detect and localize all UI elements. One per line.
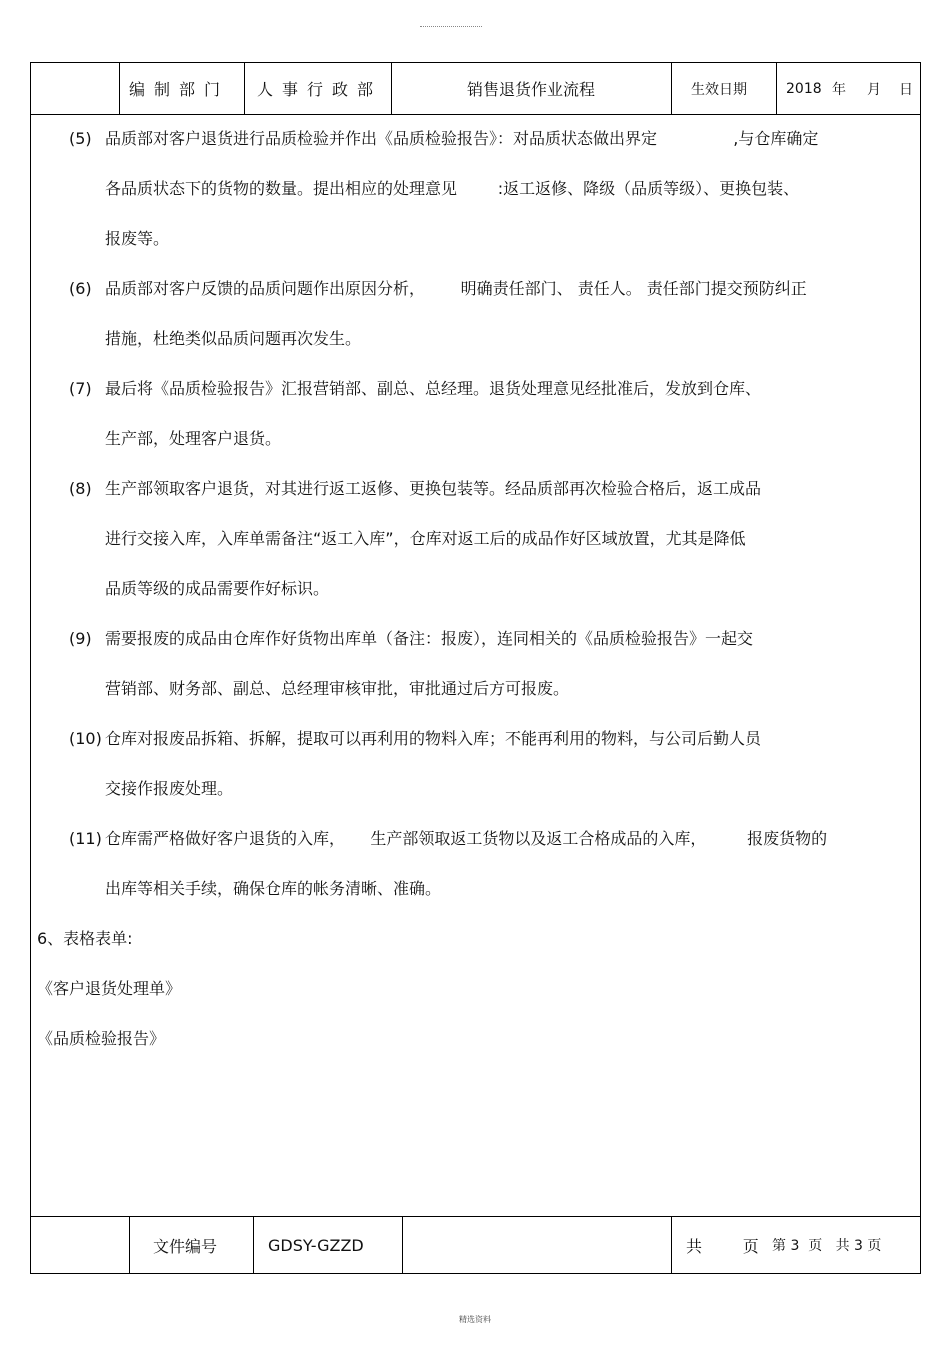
divider — [776, 63, 777, 114]
divider — [253, 1217, 254, 1273]
content-area — [31, 114, 920, 1220]
day-unit: 日 — [899, 81, 913, 98]
item-number: (6) — [69, 279, 92, 298]
item-line: 出库等相关手续，确保仓库的帐务清晰、准确。 — [105, 879, 442, 898]
item-line: 报废等。 — [105, 229, 170, 248]
item-line: 进行交接入库，入库单需备注“返工入库”，仓库对返工后的成品作好区域放置，尤其是降低 — [105, 529, 746, 548]
page-info: 第 3 页 共 3 页 — [772, 1238, 882, 1254]
item-line: 各品质状态下的货物的数量。提出相应的处理意见 :返工返修、降级（品质等级）、更换包装、 — [105, 179, 800, 198]
footer-row — [31, 1216, 920, 1273]
divider — [129, 1217, 130, 1273]
divider — [671, 63, 672, 114]
total-pages-label: 共 页 — [686, 1236, 759, 1256]
file-number-label: 文件编号 — [153, 1236, 218, 1256]
item-number: (9) — [69, 629, 92, 648]
item-number: (10) — [69, 729, 102, 748]
procedure-item-9 — [69, 614, 753, 664]
procedure-item-6 — [69, 264, 807, 314]
section-6-title: 6、表格表单: — [37, 929, 133, 948]
item-line: 交接作报废处理。 — [105, 779, 234, 798]
item-line: 品质等级的成品需要作好标识。 — [105, 579, 330, 598]
effective-date-label: 生效日期 — [691, 81, 747, 98]
form-item: 《客户退货处理单》 — [37, 979, 182, 998]
year-unit: 年 — [832, 81, 846, 98]
item-number: (7) — [69, 379, 92, 398]
item-line: 最后将《品质检验报告》汇报营销部、副总、总经理。退货处理意见经批准后，发放到仓库、 — [105, 379, 762, 398]
item-line: 营销部、财务部、副总、总经理审核审批，审批通过后方可报废。 — [105, 679, 570, 698]
item-line: 措施，杜绝类似品质问题再次发生。 — [105, 329, 362, 348]
doc-title: 销售退货作业流程 — [466, 80, 595, 99]
item-line: 仓库需严格做好客户退货的入库， 生产部领取返工货物以及返工合格成品的入库， 报废货物的 — [105, 829, 828, 848]
header-row — [31, 63, 920, 115]
item-number: (5) — [69, 129, 92, 148]
item-line: 品质部对客户退货进行品质检验并作出《品质检验报告》：对品质状态做出界定 ,与仓库确定 — [105, 129, 819, 148]
month-unit: 月 — [867, 81, 881, 98]
document-frame — [30, 62, 921, 1274]
item-number: (11) — [69, 829, 102, 848]
procedure-item-5 — [69, 114, 818, 164]
item-number: (8) — [69, 479, 92, 498]
divider — [119, 63, 120, 114]
divider — [671, 1217, 672, 1273]
item-line: 需要报废的成品由仓库作好货物出库单（备注：报废），连同相关的《品质检验报告》一起交 — [105, 629, 754, 648]
divider — [244, 63, 245, 114]
procedure-item-11 — [69, 814, 827, 864]
procedure-item-10 — [69, 714, 761, 764]
item-line: 生产部，处理客户退货。 — [105, 429, 282, 448]
dept-label: 编制部门 — [129, 80, 230, 99]
item-line: 仓库对报废品拆箱、拆解，提取可以再利用的物料入库；不能再利用的物料，与公司后勤人员 — [105, 729, 762, 748]
file-number-value: GDSY-GZZD — [268, 1235, 364, 1255]
dept-value: 人事行政部 — [257, 80, 383, 99]
divider — [402, 1217, 403, 1273]
item-line: 生产部领取客户退货，对其进行返工返修、更换包装等。经品质部再次检验合格后，返工成品 — [105, 479, 762, 498]
effective-date-year: 2018 — [786, 80, 822, 97]
top-divider — [420, 26, 482, 27]
procedure-item-7 — [69, 364, 761, 414]
item-line: 品质部对客户反馈的品质问题作出原因分析， 明确责任部门、 责任人。 责任部门提交预防纠正 — [105, 279, 807, 298]
procedure-item-8 — [69, 464, 761, 514]
form-item: 《品质检验报告》 — [37, 1029, 166, 1048]
bottom-note: 精选资料 — [459, 1315, 491, 1324]
